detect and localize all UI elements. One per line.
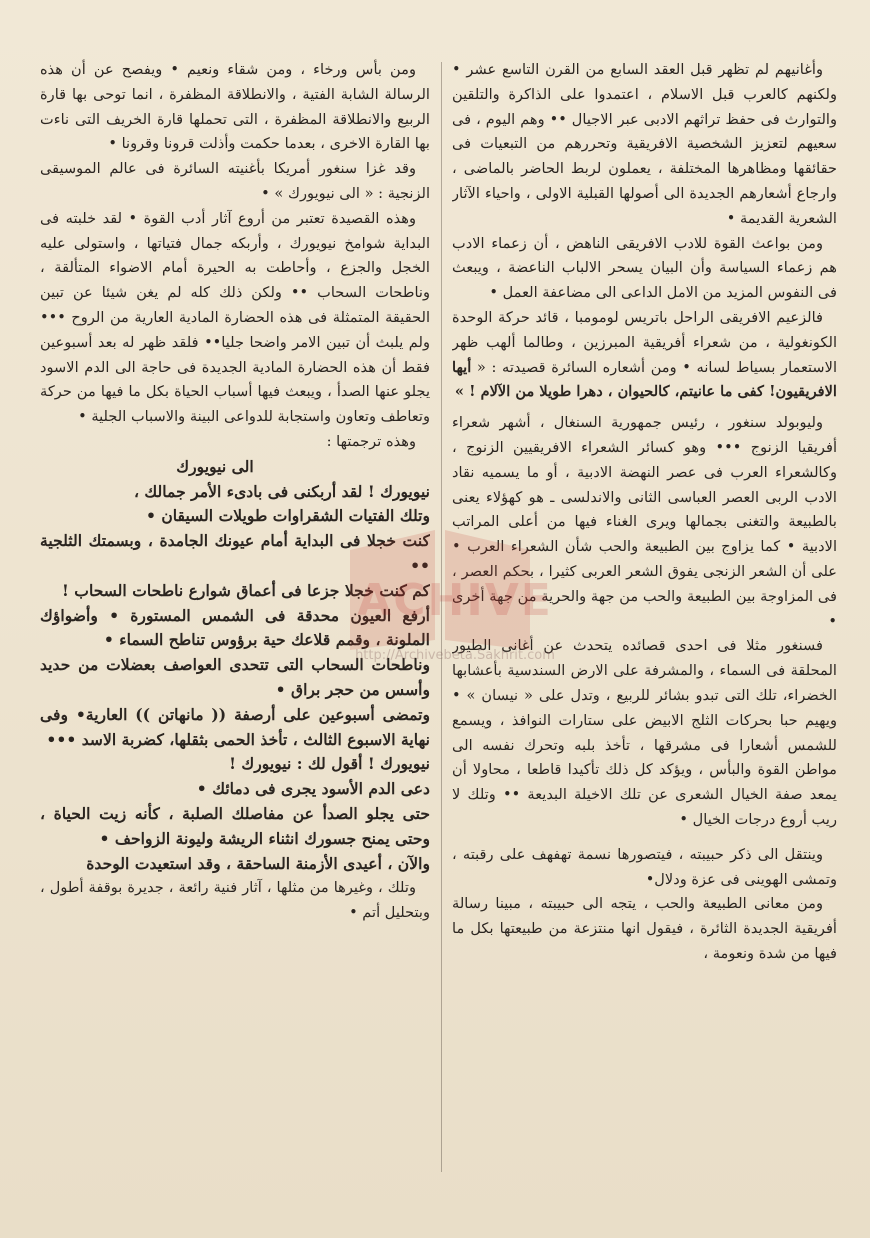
right-column [452,58,837,1198]
poem-line: نيويورك ! أقول لك : نيويورك ! [229,754,430,774]
paragraph: وقد غزا سنغور أمريكا بأغنيته السائرة فى عالم الموسيقى الزنجية : « الى نيويورك » • [40,160,430,202]
poem-line: والآن ، أعيدى الأزمنة الساحقة ، وقد استعيدت الوحدة [86,853,430,873]
left-column [40,58,430,1198]
watermark-url: http://Archivebeta.Sakhrit.com [355,648,555,663]
poem-line: وناطحات السحاب التى تتحدى العواصف بعضلات من حديد وأسس من حجر براق • [40,655,430,699]
poem-title: الى نيويورك [176,456,254,476]
poem-line: حتى يجلو الصدأ عن مفاصلك الصلبة ، كأنه زيت الحياة ، وحتى يمنح جسورك انثناء الريشة وليونة الزواحف • [40,803,430,848]
paragraph: فسنغور مثلا فى احدى قصائده يتحدث عن أغانى الطيور المحلقة فى السماء ، والمشرفة على الارض السندسية بأعشابها الخضراء، تلك التى تبدو بشائر للربيع ، وتدل على « نيسان » • ويهيم حبا بحركات الثلج الابيض على ستارات النوافذ ، ويسمع للشمس أشعارا فى مشرقها ، تأخذ بلبه وتحرك نفسه الى مواطن القوة والبأس ، ويؤكد كل ذلك تأكيدا قاطعا ، محاولا أن يمعد صفة الخيال الشعرى عن تلك الاخيلة البديعة •• وتلك لا ريب أروع درجات الخيال • [452,637,837,828]
paragraph-text: فالزعيم الافريقى الراحل باتريس لومومبا ، قائد حركة الوحدة الكونغولية ، من شعراء أفريقية المبرزين ، وطالما ألهب ظهر الاستعمار بسياط لسانه • ومن أشعاره السائرة قصيدته : « [452,308,837,376]
paragraph: وتلك ، وغيرها من مثلها ، آثار فنية رائعة ، جديرة بوقفة أطول ، وبتحليل أتم • [40,879,430,922]
paragraph: وينتقل الى ذكر حبيبته ، فيتصورها نسمة تهفهف على رقبته ، وتمشى الهوينى فى عزة ودلال• [452,845,837,888]
poem [40,455,430,877]
poem-line: كم كنت خجلا جزعا فى أعماق شوارع ناطحات السحاب ! [62,580,430,600]
poem-line: كنت خجلا فى البداية أمام عيونك الجامدة ، وبسمتك الثلجية •• [40,531,430,575]
poem-line: أرفع العيون محدقة فى الشمس المستورة • وأضواؤك الملونة ، وقمم قلاعك حية برؤوس تناطح السماء • [40,605,430,650]
poem-line: دعى الدم الأسود يجرى فى دمائك • [196,779,430,799]
paragraph: ومن بأس ورخاء ، ومن شقاء ونعيم • ويفصح عن أن هذه الرسالة الشابة الفتية ، والانطلاقة المظفرة ، انما توحى بها قارة الربيع والانطلاقة المظفرة ، التى تحملها قارة الخريف التى ناءت بها القارة الاخرى ، بعدما حكمت وأذلت قرونا وقرونا • [40,61,430,153]
paragraph: وليوبولد سنغور ، رئيس جمهورية السنغال ، أشهر شعراء أفريقيا الزنوج ••• وهو كسائر الشعراء الافريقيين الزنوج ، وكالشعراء العرب فى عصر النهضة الادبية ، أو ما يسميه نقاد الادب الربى العصر العباسى الثانى والاندلسى ـ هو كهؤلاء يعنى بالطبيعة والتغنى بجمالها ويرى الغناء فيها من أعلى المراتب الادبية • كما يزاوج بين الطبيعة والحب شأن الشعراء العرب • على أن الشعر الزنجى يفوق الشعر العربى كثيرا ، بحكم العصر ، فى المزاوجة بين الطبيعة والحب من جهة والحرية من جهة أخرى • [452,414,837,630]
paragraph: ومن بواعث القوة للادب الافريقى الناهض ، أن زعماء الادب هم زعماء السياسة وأن البيان يسحر الالباب الناعضة ، ويبعث فى النفوس المزيد من الامل الداعى الى مضاعفة العمل • [452,234,837,302]
paragraph [452,306,837,405]
poem-line: نيويورك ! لقد أربكنى فى بادىء الأمر جمالك ، [133,481,430,501]
poem-line: وتمضى أسبوعين على أرصفة (( مانهاتن )) العارية• وفى نهاية الاسبوع الثالث ، تأخذ الحمى بثقلها، كضربة الاسد ••• [40,704,430,749]
paragraph: وأغانيهم لم تظهر قبل العقد السابع من القرن التاسع عشر • ولكنهم كالعرب قبل الاسلام ، اعتمدوا على الذاكرة والتلقين والتوارث فى حفظ تراثهم الادبى عبر الاجيال •• وهم اليوم ، فى سعيهم لتعزيز الشخصية الافريقية وتحررهم من التبعيات فى حقائقها ومظاهرها المختلفة ، يعملون لربط الحاضر بالماضى ، وارجاع أشعارهم الجديدة الى أصولها القبلية الاولى ، واحياء الآثار الشعرية القديمة • [452,61,837,227]
quote-bold: أيها الافريقيون! كفى ما عانيتم، كالحيوان ، دهرا طويلا من الآلام ! » [452,358,837,401]
paragraph: ومن معانى الطبيعة والحب ، يتجه الى حبيبته ، مبينا رسالة أفريقية الجديدة الثائرة ، فيقول انها منتزعة من طبيعتها بكل ما فيها من شدة ونعومة ، [452,895,837,962]
poem-line: وتلك الفتيات الشقراوات طويلات السيقان • [145,506,430,526]
paragraph: وهذه ترجمتها : [326,432,416,450]
watermark-text: ACHIVE [357,575,553,626]
paragraph: وهذه القصيدة تعتبر من أروع آثار أدب القوة • لقد خلبته فى البداية شوامخ نيويورك ، وأربكه جمال فتياتها ، واستولى عليه الخجل والجزع ، وأحاطت به الحيرة أمام الاضواء المتألقة ، وناطحات السحاب •• ولكن ذلك كله لم يغن شيئا عن تبين الحقيقة المتمثلة فى هذه الحضارة المادية العارية من الروح ••• ولم يلبث أن تبين الامر واضحا جليا•• فلقد ظهر له بعد أسبوعين فقط أن هذه الحضارة المادية الجديدة فى حاجة الى الدم الاسود يجلو عنها الصدأ ، ويبعث فيها أسباب الحياة بكل ما فيها من حركة وتعاطف وتعاون واستجابة للدواعى البينة والاسباب الجلية • [40,209,430,426]
